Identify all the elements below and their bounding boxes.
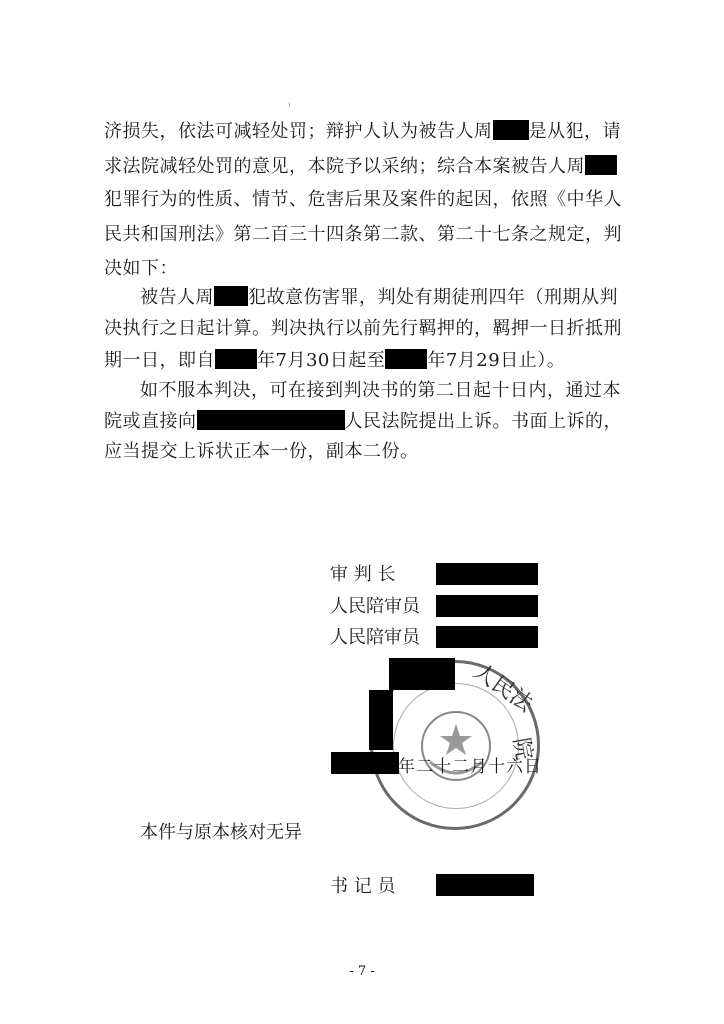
- presiding-judge-label: 审 判 长: [330, 564, 396, 585]
- text-line-1: [104, 120, 621, 143]
- redaction-block: [214, 286, 248, 306]
- text-line-6: [140, 286, 618, 309]
- presiding-judge-redaction: [436, 563, 538, 585]
- text-line-7: 决执行之日起计算。判决执行以前先行羁押的，羁押一日折抵刑: [104, 318, 622, 339]
- text-segment: 年7月30日起至: [257, 350, 386, 371]
- redaction-block: [197, 410, 345, 430]
- scan-speck: ⁾: [288, 102, 291, 113]
- text-line-2: [104, 155, 617, 178]
- text-segment: 犯故意伤害罪，判处有期徒刑四年（刑期从判: [248, 287, 618, 308]
- text-segment: 期一日，即自: [104, 350, 215, 371]
- date-redaction: [331, 752, 399, 774]
- text-line-5: 决如下：: [104, 258, 178, 279]
- juror-1-label: 人民陪审员: [330, 596, 420, 617]
- juror-2-label: 人民陪审员: [330, 627, 420, 648]
- seal-redaction-left: [369, 690, 393, 750]
- seal-text-2: 院: [507, 735, 537, 762]
- text-segment: 人民法院提出上诉。书面上诉的，: [344, 411, 622, 432]
- clerk-redaction: [436, 874, 534, 896]
- clerk-label: 书 记 员: [330, 876, 396, 897]
- text-segment: 求法院减轻处罚的意见，本院予以采纳；综合本案被告人周: [104, 156, 585, 177]
- text-segment: 院或直接向: [104, 411, 197, 432]
- text-line-11: 应当提交上诉状正本一份，副本二份。: [104, 441, 419, 462]
- redaction-block: [493, 120, 529, 140]
- text-segment: 被告人周: [140, 287, 214, 308]
- seal-redaction-top: [389, 658, 455, 690]
- text-line-4: 民共和国刑法》第二百三十四条第二款、第二十七条之规定，判: [104, 224, 622, 245]
- redaction-block: [385, 349, 427, 369]
- redaction-block: [585, 155, 617, 175]
- text-line-3: 犯罪行为的性质、情节、危害后果及案件的起因，依照《中华人: [104, 189, 622, 210]
- text-line-10: [104, 410, 622, 433]
- text-segment: 济损失，依法可减轻处罚；辩护人认为被告人周: [104, 121, 493, 142]
- text-line-9: 如不服本判决，可在接到判决书的第二日起十日内，通过本: [140, 380, 621, 401]
- text-segment: 年7月29日止）。: [427, 350, 566, 371]
- judgment-date: 年二十二月十六日: [398, 757, 542, 777]
- page-number: - 7 -: [349, 964, 375, 979]
- juror-2-redaction: [436, 626, 538, 648]
- text-line-8: [104, 349, 565, 372]
- seal-text: 人民法: [468, 658, 538, 718]
- redaction-block: [215, 349, 257, 369]
- juror-1-redaction: [436, 595, 538, 617]
- text-segment: 是从犯，请: [528, 121, 621, 142]
- verification-note: 本件与原本核对无异: [140, 822, 302, 843]
